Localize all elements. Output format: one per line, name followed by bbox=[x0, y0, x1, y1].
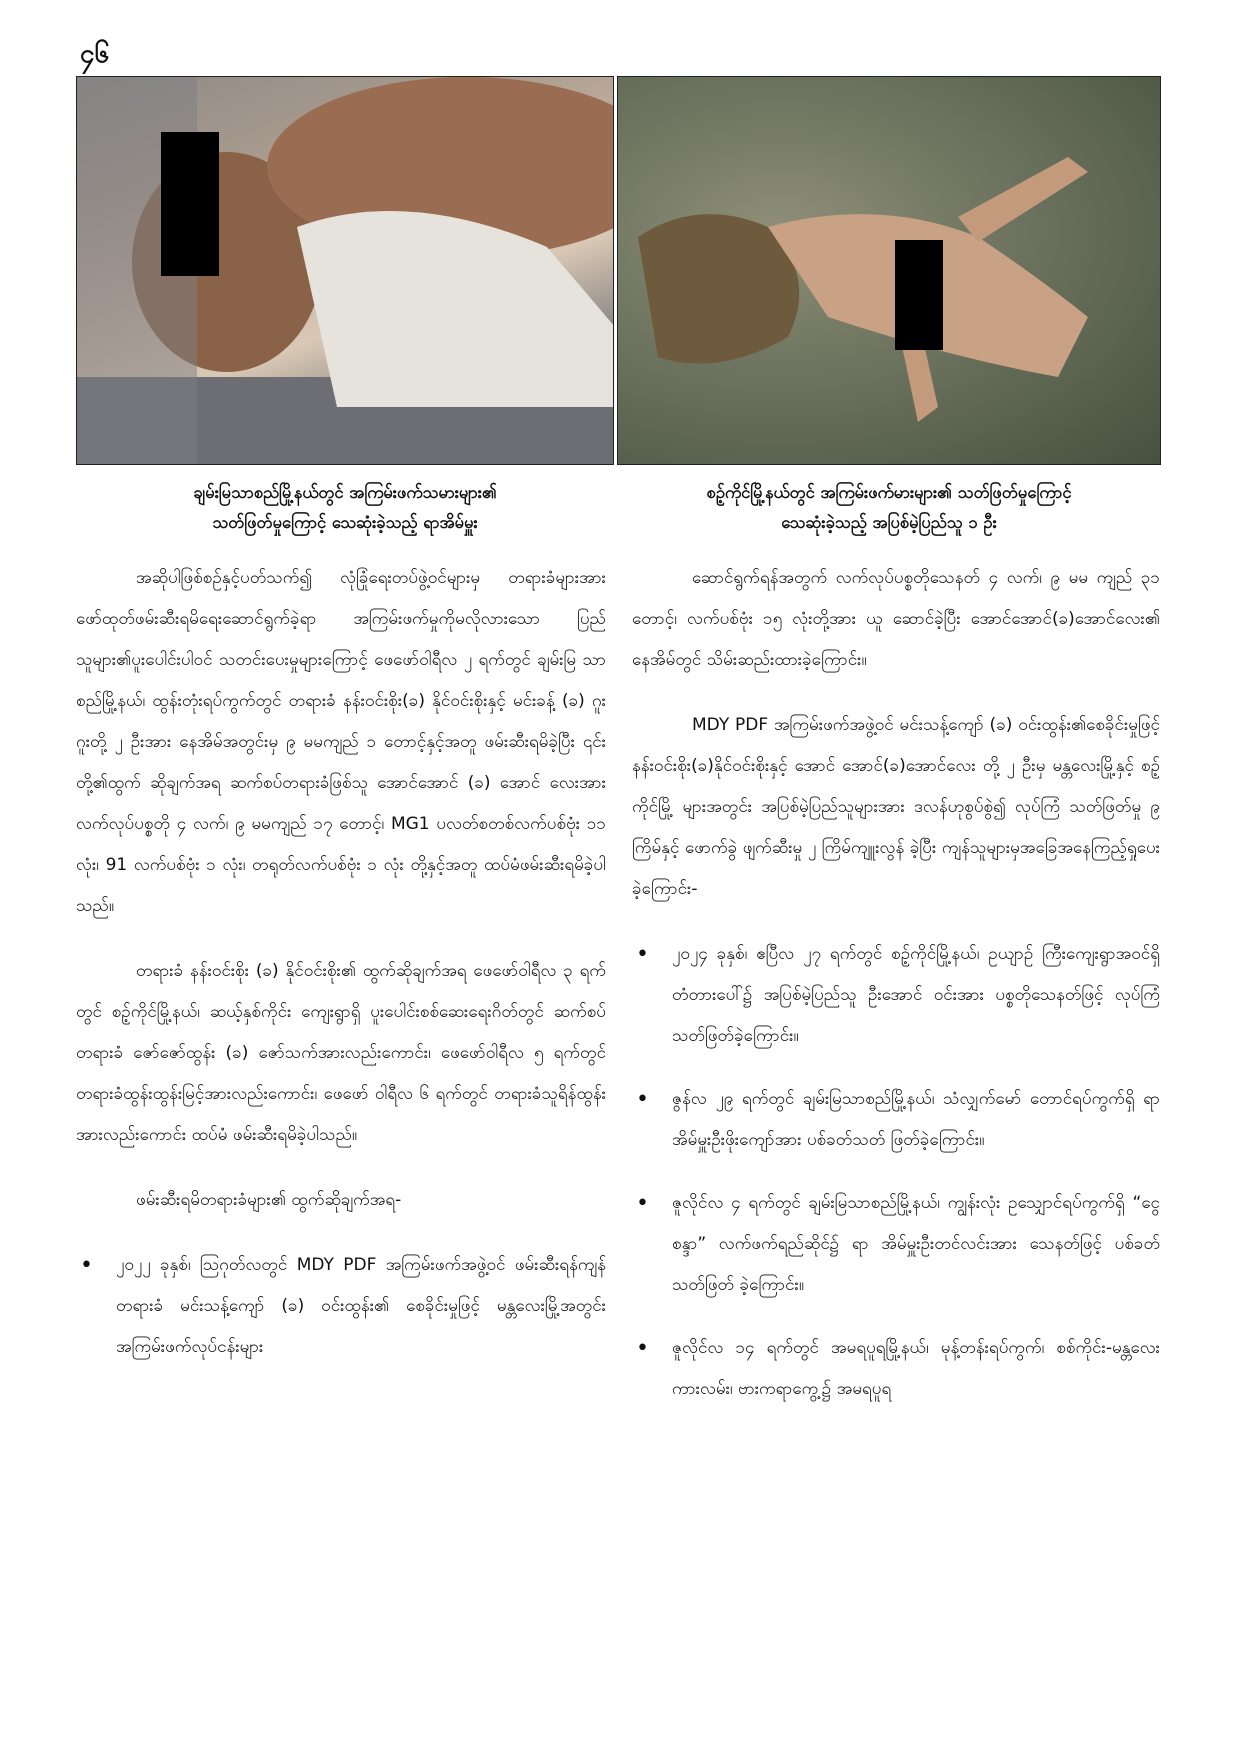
bullet-text: ၂၀၂၂ ခုနှစ်၊ ဩဂုတ်လတွင် MDY PDF အကြမ်းဖက်အဖွဲ့ဝင် ဖမ်းဆီးရန်ကျန်တရားခံ မင်းသန့်ကျော် (ခ) ဝင်းထွန်း၏ စေခိုင်းမှုဖြင့် မန္တလေးမြို့အတွင်း အကြမ်းဖက်လုပ်ငန်းများ bbox=[116, 1255, 606, 1357]
photo-right-caption bbox=[617, 478, 1161, 538]
caption-line: သေဆုံးခဲ့သည့် အပြစ်မဲ့ပြည်သူ ၁ ဦး bbox=[781, 513, 997, 532]
page-number: ၄၆ bbox=[80, 39, 110, 69]
bullet-dot-icon: • bbox=[80, 1253, 93, 1278]
bullet-item bbox=[632, 1183, 1160, 1306]
body-paragraph: MDY PDF အကြမ်းဖက်အဖွဲ့ဝင် မင်းသန့်ကျော် (ခ) ဝင်းထွန်း၏စေခိုင်းမှုဖြင့် နန်းဝင်းစိုး(ခ)နိုင်ဝင်းစိုးနှင့် အောင် အောင်(ခ)အောင်လေး တို့ ၂ ဦးမှ မန္တလေးမြို့နှင့် စဉ့်ကိုင်မြို့ များအတွင်း အပြစ်မဲ့ပြည်သူများအား ဒလန်ဟုစွပ်စွဲ၍ လုပ်ကြံ သတ်ဖြတ်မှု ၉ ကြိမ်နှင့် ဖောက်ခွဲ ဖျက်ဆီးမှု ၂ ကြိမ်ကျူးလွန် ခဲ့ပြီး ကျန်သူများမှအခြေအနေကြည့်ရှုပေးခဲ့ကြောင်း- bbox=[632, 715, 1160, 899]
bullet-item bbox=[632, 1079, 1160, 1161]
face-redaction-box bbox=[161, 132, 219, 276]
body-paragraph: ဆောင်ရွက်ရန်အတွက် လက်လုပ်ပစ္စတိုသေနတ် ၄ လက်၊ ၉ မမ ကျည် ၃၁ တောင့်၊ လက်ပစ်ဗုံး ၁၅ လုံးတို့အား ယူ ဆောင်ခဲ့ပြီး အောင်အောင်(ခ)အောင်လေး၏ နေအိမ်တွင် သိမ်းဆည်းထားခဲ့ကြောင်း။ bbox=[632, 568, 1160, 670]
arm-shape bbox=[958, 157, 1088, 242]
photo-left-caption bbox=[76, 478, 614, 538]
bullet-item bbox=[632, 1328, 1160, 1410]
bullet-text: ၂၀၂၄ ခုနှစ်၊ ဧပြီလ ၂၇ ရက်တွင် စဉ့်ကိုင်မြို့နယ်၊ ဥယျာဉ် ကြီးကျေးရွာအဝင်ရှိ တံတားပေါ်၌ အပြစ်မဲ့ပြည်သူ ဦးအောင် ဝင်းအား ပစ္စတိုသေနတ်ဖြင့် လုပ်ကြံသတ်ဖြတ်ခဲ့ကြောင်း။ bbox=[672, 944, 1160, 1046]
caption-line: သတ်ဖြတ်မှုကြောင့် သေဆုံးခဲ့သည့် ရာအိမ်မှူး bbox=[212, 513, 478, 532]
photo-right bbox=[617, 76, 1161, 465]
bullet-text: ဇူလိုင်လ ၁၄ ရက်တွင် အမရပူရမြို့နယ်၊ မုန့်တန်းရပ်ကွက်၊ စစ်ကိုင်း-မန္တလေး ကားလမ်း၊ ဗားကရာကွေ့၌ အမရပူရ bbox=[672, 1338, 1160, 1399]
bullet-list bbox=[632, 934, 1160, 1410]
body-paragraph: တရားခံ နန်းဝင်းစိုး (ခ) နိုင်ဝင်းစိုး၏ ထွက်ဆိုချက်အရ ဖေဖော်ဝါရီလ ၃ ရက်တွင် စဉ့်ကိုင်မြို့နယ်၊ ဆယ့်နှစ်ကိုင်း ကျေးရွာရှိ ပူးပေါင်းစစ်ဆေးရေးဂိတ်တွင် ဆက်စပ်တရားခံ ဇော်ဇော်ထွန်း (ခ) ဇော်သက်အားလည်းကောင်း၊ ဖေဖော်ဝါရီလ ၅ ရက်တွင် တရားခံထွန်းထွန်းမြင့်အားလည်းကောင်း၊ ဖေဖော် ဝါရီလ ၆ ရက်တွင် တရားခံသူရိန်ထွန်းအားလည်းကောင်း ထပ်မံ ဖမ်းဆီးရမိခဲ့ပါသည်။ bbox=[76, 961, 606, 1145]
bullet-list bbox=[76, 1245, 606, 1368]
photo-left-scene bbox=[77, 77, 614, 465]
body-paragraph: အဆိုပါဖြစ်စဉ်နှင့်ပတ်သက်၍ လုံခြုံရေးတပ်ဖွဲ့ဝင်များမှ တရားခံများအား ဖော်ထုတ်ဖမ်းဆီးရမိရေးဆောင်ရွက်ခဲ့ရာ အကြမ်းဖက်မှုကိုမလိုလားသော ပြည်သူများ၏ပူးပေါင်းပါဝင် သတင်းပေးမှုများကြောင့် ဖေဖော်ဝါရီလ ၂ ရက်တွင် ချမ်းမြ သာစည်မြို့နယ်၊ ထွန်းတုံးရပ်ကွက်တွင် တရားခံ နန်းဝင်းစိုး(ခ) နိုင်ဝင်းစိုးနှင့် မင်းခန့် (ခ) ဂူးဂူးတို့ ၂ ဦးအား နေအိမ်အတွင်းမှ ၉ မမကျည် ၁ တောင့်နှင့်အတူ ဖမ်းဆီးရမိခဲ့ပြီး ၎င်းတို့၏ထွက် ဆိုချက်အရ ဆက်စပ်တရားခံဖြစ်သူ အောင်အောင် (ခ) အောင် လေးအား လက်လုပ်ပစ္စတို ၄ လက်၊ ၉ မမကျည် ၁၇ တောင့်၊ MG1 ပလတ်စတစ်လက်ပစ်ဗုံး ၁၁ လုံး၊ 91 လက်ပစ်ဗုံး ၁ လုံး၊ တရုတ်လက်ပစ်ဗုံး ၁ လုံး တို့နှင့်အတူ ထပ်မံဖမ်းဆီးရမိခဲ့ပါ သည်။ bbox=[76, 568, 606, 916]
bullet-dot-icon: • bbox=[636, 1087, 649, 1112]
bullet-dot-icon: • bbox=[636, 1336, 649, 1361]
photo-right-scene bbox=[618, 77, 1161, 465]
bullet-item bbox=[76, 1245, 606, 1368]
body-paragraph: ဖမ်းဆီးရမိတရားခံများ၏ ထွက်ဆိုချက်အရ- bbox=[136, 1190, 402, 1210]
bullet-text: ဇူလိုင်လ ၄ ရက်တွင် ချမ်းမြသာစည်မြို့နယ်၊ ကျွန်းလုံး ဥသျှောင်ရပ်ကွက်ရှိ “ငွေစန္ဒာ” လက်ဖက်ရည်ဆိုင်၌ ရာ အိမ်မှူးဦးတင်လင်းအား သေနတ်ဖြင့် ပစ်ခတ်သတ်ဖြတ် ခဲ့ကြောင်း။ bbox=[672, 1193, 1160, 1295]
bullet-dot-icon: • bbox=[636, 1191, 649, 1216]
bullet-dot-icon: • bbox=[636, 942, 649, 967]
left-text-column bbox=[76, 558, 606, 1390]
caption-line: ချမ်းမြသာစည်မြို့နယ်တွင် အကြမ်းဖက်သမားများ၏ bbox=[193, 483, 497, 502]
bullet-text: ဇွန်လ ၂၉ ရက်တွင် ချမ်းမြသာစည်မြို့နယ်၊ သံလျှက်မော် တောင်ရပ်ကွက်ရှိ ရာအိမ်မှူးဦးဖိုးကျော်အား ပစ်ခတ်သတ် ဖြတ်ခဲ့ကြောင်း။ bbox=[672, 1089, 1160, 1150]
caption-line: စဉ့်ကိုင်မြို့နယ်တွင် အကြမ်းဖက်မားများ၏ သတ်ဖြတ်မှုကြောင့် bbox=[706, 483, 1072, 502]
bullet-item bbox=[632, 934, 1160, 1057]
photo-left bbox=[76, 76, 614, 465]
right-text-column bbox=[632, 558, 1160, 1432]
face-redaction-box bbox=[895, 240, 943, 350]
